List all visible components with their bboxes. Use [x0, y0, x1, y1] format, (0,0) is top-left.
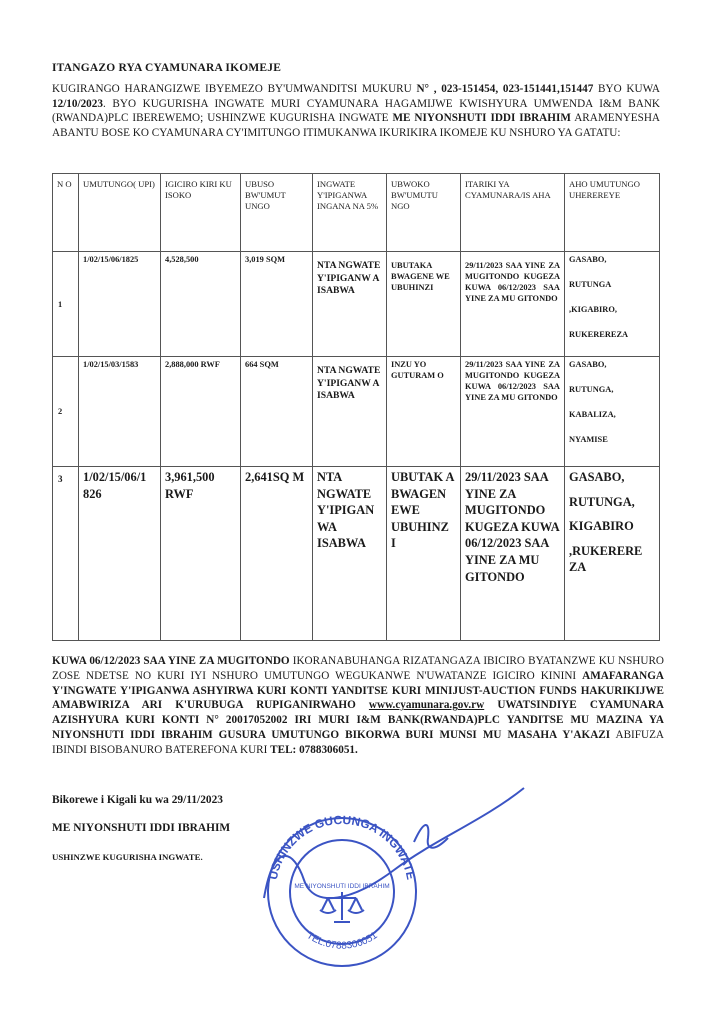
location-line: ,KIGABIRO, — [569, 305, 617, 314]
row-location — [565, 357, 660, 467]
row-type: UBUTAK A BWAGEN EWE UBUHINZ I — [387, 467, 461, 641]
row-location — [565, 252, 660, 357]
header-upi: UMUTUNGO( UPI) — [79, 174, 161, 252]
row-date: 29/11/2023 SAA YINE ZA MUGITONDO KUGEZA KUWA 06/12/2023 SAA YINE ZA MU GITONDO — [461, 467, 565, 641]
auction-close-time: KUWA 06/12/2023 SAA YINE ZA MUGITONDO — [52, 655, 290, 667]
document-title: ITANGAZO RYA CYAMUNARA IKOMEJE — [52, 62, 282, 74]
row-upi: 1/02/15/03/1583 — [79, 357, 161, 467]
location-line: RUKEREREZA — [569, 330, 629, 339]
row-upi: 1/02/15/06/1825 — [79, 252, 161, 357]
location-line: KIGABIRO — [569, 519, 634, 534]
row-date: 29/11/2023 SAA YINE ZA MUGITONDO KUGEZA KUWA 06/12/2023 SAA YINE ZA MU GITONDO — [461, 357, 565, 467]
intro-text-2: BYO KUWA — [593, 83, 660, 95]
auction-details-paragraph — [52, 654, 664, 758]
row-location — [565, 467, 660, 641]
signer-role: USHINZWE KUGURISHA INGWATE. — [52, 852, 203, 862]
location-line: GASABO, — [569, 360, 607, 369]
svg-text:USHINZWE GUCUNGA INGWATE — [266, 813, 418, 881]
row-price: 3,961,500 RWF — [161, 467, 241, 641]
header-type: UBWOKO BW'UMUTU NGO — [387, 174, 461, 252]
case-date: 12/10/2023 — [52, 97, 103, 110]
table-row — [53, 252, 660, 357]
stamp-phone-text: TEL:0788306051 — [304, 930, 380, 952]
signature-stroke — [414, 825, 448, 848]
row-deposit: NTA NGWATE Y'IPIGANW A ISABWA — [313, 357, 387, 467]
place-date: Bikorewe i Kigali ku wa 29/11/2023 — [52, 794, 223, 806]
table-header-row — [53, 174, 660, 252]
location-line: RUTUNGA, — [569, 385, 614, 394]
header-price: IGICIRO KIRI KU ISOKO — [161, 174, 241, 252]
svg-text:TEL:0788306051 — [304, 930, 379, 952]
auction-website-link[interactable]: www.cyamunara.gov.rw — [368, 699, 485, 712]
table-row — [53, 467, 660, 641]
details-text-4: ABIFUZA IBINDI BISOBANURO BATEREFONA KURI — [52, 728, 664, 756]
header-date: ITARIKI YA CYAMUNARA/IS AHA — [461, 174, 565, 252]
location-line: ,RUKERERE ZA — [569, 543, 643, 575]
location-line: RUTUNGA, — [569, 494, 635, 509]
row-type: INZU YO GUTURAM O — [387, 357, 461, 467]
row-date: 29/11/2023 SAA YINE ZA MUGITONDO KUGEZA KUWA 06/12/2023 SAA YINE ZA MU GITONDO — [461, 252, 565, 357]
intro-text-1: KUGIRANGO HARANGIZWE IBYEMEZO BY'UMWANDITSI MUKURU — [52, 83, 417, 95]
row-area: 664 SQM — [241, 357, 313, 467]
location-line: GASABO, — [569, 470, 625, 484]
location-line: NYAMISE — [569, 435, 608, 444]
contact-phone: TEL: 0788306051. — [270, 743, 358, 756]
scales-of-justice-icon — [320, 892, 364, 922]
details-text-3: UWATSINDIYE CYAMUNARA AZISHYURA KURI KONTI N° 20017052002 IRI MURI I&M BANK(RWANDA)PLC YANDITSE MU MAZINA YA NIYONSHUTI IDDI IBRAHIM GUSURA UMUTUNGO BIKORWA BURI MUNSI MU MASAHA Y'AKAZI — [52, 699, 665, 741]
location-line: RUTUNGA — [569, 280, 612, 289]
row-price: 4,528,500 — [161, 252, 241, 357]
row-no: 3 — [53, 467, 79, 641]
intro-text-4: ARAMENYESHA ABANTU BOSE KO CYAMUNARA CY'IMITUNGO ITIMUKANWA IKURIKIRA IKOMEJE KU NSHURO YA GATATU: — [52, 112, 660, 139]
stamp-inner-text: ME NIYONSHUTI IDDI IBRAHIM — [294, 883, 390, 890]
signer-name: ME NIYONSHUTI IDDI IBRAHIM — [52, 822, 231, 834]
case-numbers: N° , 023-151454, 023-151441,151447 — [416, 83, 594, 95]
row-deposit: NTA NGWATE Y'IPIGAN WA ISABWA — [313, 467, 387, 641]
location-line: KABALIZA, — [569, 410, 616, 419]
row-area: 3,019 SQM — [241, 252, 313, 357]
intro-paragraph — [52, 82, 660, 140]
header-area: UBUSO BW'UMUT UNGO — [241, 174, 313, 252]
header-deposit: INGWATE Y'IPIGANWA INGANA NA 5% — [313, 174, 387, 252]
row-type: UBUTAKA BWAGENE WE UBUHINZI — [387, 252, 461, 357]
officer-name: ME NIYONSHUTI IDDI IBRAHIM — [392, 112, 571, 125]
row-no: 1 — [53, 252, 79, 357]
row-no: 2 — [53, 357, 79, 467]
details-text-1: IKORANABUHANGA RIZATANGAZA IBICIRO BYATANZWE KU NSHURO ZOSE NDETSE NO KURI IYI NSHURO UMUTUNGO WEGUKANWE N'UWATANZE IGICIRO KININI — [52, 655, 665, 682]
intro-text-3: . BYO KUGURISHA INGWATE MURI CYAMUNARA HAGAMIJWE KWISHYURA UMWENDA I&M BANK (RWANDA)PLC IBEREWEMO; USHINZWE KUGURISHA INGWATE — [52, 97, 660, 125]
header-location: AHO UMUTUNGO UHEREREYE — [565, 174, 660, 252]
row-upi: 1/02/15/06/1 826 — [79, 467, 161, 641]
table-row — [53, 357, 660, 467]
row-deposit: NTA NGWATE Y'IPIGANW A ISABWA — [313, 252, 387, 357]
details-text-2: AMAFARANGA Y'INGWATE Y'IPIGANWA ASHYIRWA KURI KONTI YANDITSE KURI MINIJUST-AUCTION FUNDS HAKURIKIJWE AMABWIRIZA ARI K'URUBUGA RUPIGANIRWAHO — [52, 669, 664, 712]
stamp-ring-text: USHINZWE GUCUNGA INGWATE — [265, 812, 419, 881]
row-price: 2,888,000 RWF — [161, 357, 241, 467]
row-area: 2,641SQ M — [241, 467, 313, 641]
location-line: GASABO, — [569, 255, 607, 264]
header-no: N O — [53, 174, 79, 252]
properties-table — [52, 173, 660, 641]
official-stamp-and-signature — [234, 780, 544, 980]
